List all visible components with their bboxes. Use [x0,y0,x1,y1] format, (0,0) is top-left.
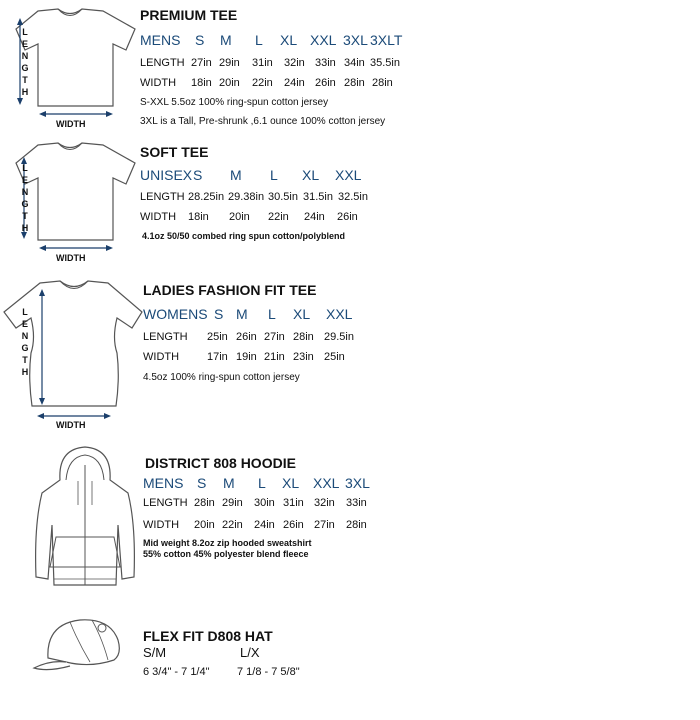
hat-illustration [30,612,130,672]
hoodie-length-row [0,497,700,511]
hat-range-lx: 7 1/8 - 7 5/8" [237,666,300,678]
soft-size-l: L [270,167,278,183]
premium-note-2: 3XL is a Tall, Pre-shrunk ,6.1 ounce 100% cotton jersey [140,116,386,127]
soft-tee-title: SOFT TEE [140,144,209,160]
premium-size-l: L [255,32,263,48]
soft-width-l: 22in [268,211,289,223]
soft-length-m: 29.38in [228,191,265,203]
hoodie-length-m: 29in [222,497,243,509]
premium-length-xxl: 33in [315,57,336,69]
hat-title: FLEX FIT D808 HAT [143,628,273,644]
ladies-note-1: 4.5oz 100% ring-spun cotton jersey [143,372,300,383]
premium-length-row-label: LENGTH [140,57,185,69]
soft-length-xl: 31.5in [303,191,333,203]
soft-length-label: L E N G T H [21,163,29,233]
hoodie-length-xxl: 32in [314,497,335,509]
ladies-tee-title: LADIES FASHION FIT TEE [143,282,317,298]
premium-length-l: 31in [252,57,273,69]
premium-size-3xl: 3XL [343,32,368,48]
hoodie-size-l: L [258,475,266,491]
soft-size-header [0,167,700,185]
premium-width-l: 22in [252,77,273,89]
ladies-length-row [0,331,700,345]
hat-size-sm: S/M [143,645,167,660]
hoodie-length-s: 28in [194,497,215,509]
premium-width-3xlt: 28in [372,77,393,89]
soft-length-xxl: 32.5in [338,191,368,203]
ladies-length-xxl: 29.5in [324,331,354,343]
premium-size-s: S [195,32,205,48]
premium-width-label: WIDTH [56,119,86,129]
ladies-width-l: 21in [264,351,285,363]
hoodie-size-s: S [197,475,207,491]
hat-range-sm: 6 3/4" - 7 1/4" [143,666,210,678]
ladies-length-xl: 28in [293,331,314,343]
soft-size-s: S [193,167,203,183]
ladies-length-label: L E N G T H [21,307,29,377]
premium-width-s: 18in [191,77,212,89]
premium-width-xl: 24in [284,77,305,89]
premium-length-label: L E N G T H [21,27,29,97]
soft-width-m: 20in [229,211,250,223]
ladies-width-m: 19in [236,351,257,363]
soft-width-label: WIDTH [56,253,86,263]
soft-width-s: 18in [188,211,209,223]
hoodie-note-2: 55% cotton 45% polyester blend fleece [143,549,309,559]
ladies-size-xxl: XXL [326,306,353,322]
hoodie-length-xl: 31in [283,497,304,509]
premium-length-3xl: 34in [344,57,365,69]
hoodie-size-xxl: XXL [313,475,340,491]
hoodie-width-xl: 26in [283,519,304,531]
hoodie-width-s: 20in [194,519,215,531]
hoodie-width-xxl: 27in [314,519,335,531]
hoodie-width-l: 24in [254,519,275,531]
premium-size-3xlt: 3XLT [370,32,403,48]
soft-length-s: 28.25in [188,191,225,203]
soft-size-xxl: XXL [335,167,362,183]
premium-width-row [0,77,700,91]
soft-size-m: M [230,167,242,183]
hoodie-size-header [0,475,700,493]
hoodie-title: DISTRICT 808 HOODIE [145,455,296,471]
ladies-size-m: M [236,306,248,322]
ladies-size-l: L [268,306,276,322]
premium-width-row-label: WIDTH [140,77,177,89]
ladies-width-row [0,351,700,365]
premium-size-m: M [220,32,232,48]
premium-length-3xlt: 35.5in [370,57,400,69]
soft-width-xl: 24in [304,211,325,223]
soft-note-1: 4.1oz 50/50 combed ring spun cotton/polyblend [142,231,346,241]
ladies-width-row-label: WIDTH [143,351,180,363]
premium-length-m: 29in [219,57,240,69]
premium-header-label: MENS [140,32,181,48]
soft-size-xl: XL [302,167,320,183]
hoodie-length-row-label: LENGTH [143,497,188,509]
hoodie-size-xl: XL [282,475,300,491]
ladies-length-m: 26in [236,331,257,343]
ladies-size-xl: XL [293,306,311,322]
ladies-length-l: 27in [264,331,285,343]
hoodie-size-m: M [223,475,235,491]
soft-length-l: 30.5in [268,191,298,203]
premium-size-xl: XL [280,32,298,48]
hat-size-lx: L/X [240,645,260,660]
premium-tee-title: PREMIUM TEE [140,7,238,23]
premium-length-s: 27in [191,57,212,69]
premium-size-header [0,32,700,50]
soft-length-row [0,191,700,205]
hoodie-width-m: 22in [222,519,243,531]
hoodie-note-1: Mid weight 8.2oz zip hooded sweatshirt [143,538,312,548]
premium-width-xxl: 26in [315,77,336,89]
premium-note-1: S-XXL 5.5oz 100% ring-spun cotton jersey [140,97,329,108]
ladies-length-row-label: LENGTH [143,331,188,343]
ladies-size-header [0,306,700,324]
hoodie-width-row [0,519,700,533]
soft-width-xxl: 26in [337,211,358,223]
hoodie-header-label: MENS [143,475,184,491]
hoodie-length-l: 30in [254,497,275,509]
hoodie-size-3xl: 3XL [345,475,370,491]
ladies-width-s: 17in [207,351,228,363]
ladies-length-s: 25in [207,331,228,343]
hoodie-width-3xl: 28in [346,519,367,531]
premium-width-3xl: 28in [344,77,365,89]
ladies-header-label: WOMENS [143,306,208,322]
soft-length-row-label: LENGTH [140,191,185,203]
soft-width-row-label: WIDTH [140,211,177,223]
ladies-width-xl: 23in [293,351,314,363]
premium-length-xl: 32in [284,57,305,69]
soft-header-label: UNISEX [140,167,193,183]
ladies-width-xxl: 25in [324,351,345,363]
hoodie-width-row-label: WIDTH [143,519,180,531]
ladies-size-s: S [214,306,224,322]
premium-length-row [0,57,700,71]
hoodie-length-3xl: 33in [346,497,367,509]
soft-width-row [0,211,700,225]
premium-size-xxl: XXL [310,32,337,48]
ladies-width-label: WIDTH [56,420,86,430]
premium-width-m: 20in [219,77,240,89]
